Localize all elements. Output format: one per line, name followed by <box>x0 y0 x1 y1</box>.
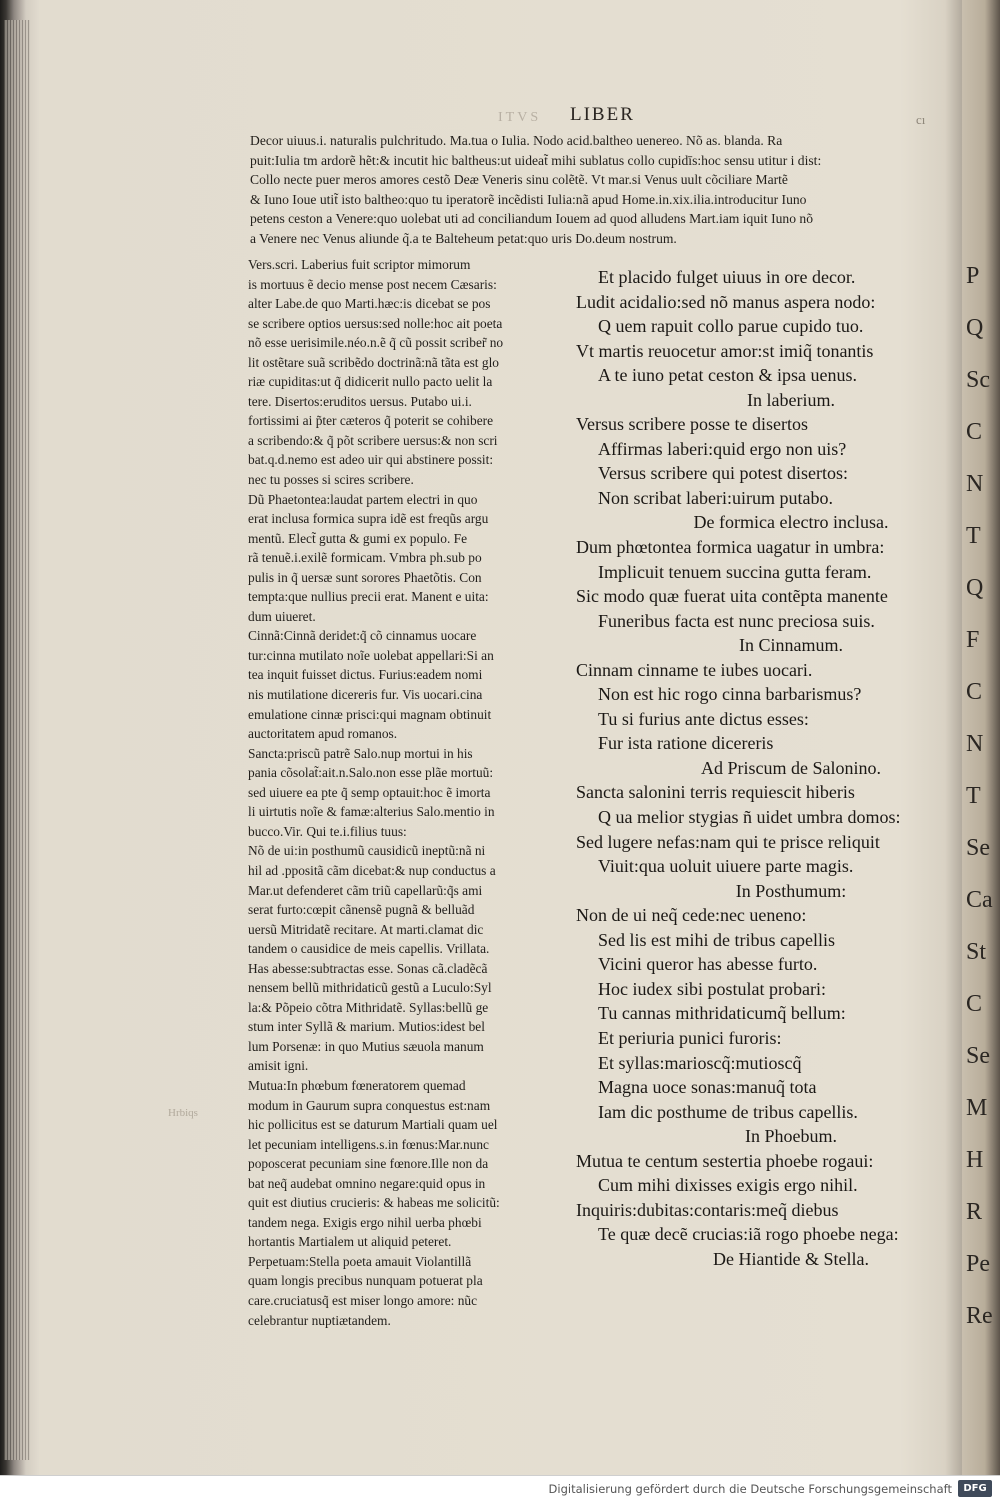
commentary-line: modum in Gaurum supra conquestus est:nam <box>248 1097 491 1113</box>
commentary-line: Collo necte puer meros amores cestõ Deæ Veneris sinu colẽtẽ. Vt mar.si Venus uult cõciliare Martẽ <box>250 172 788 187</box>
verse-line: Dum phœtontea formica uagatur in umbra: <box>576 537 885 558</box>
facing-page-fragment: N <box>966 731 984 757</box>
verse-line: Non est hic rogo cinna barbarismus? <box>598 684 862 705</box>
verse-line: Et syllas:marioscq̃:mutioscq̃ <box>598 1052 802 1073</box>
verse-line: Sic modo quæ fuerat uita contẽpta manente <box>576 586 888 607</box>
verse-line: Cum mihi dixisses exigis ergo nihil. <box>598 1175 858 1196</box>
verse-line: Hoc iudex sibi postulat probari: <box>598 978 826 999</box>
verse-line: Affirmas laberi:quid ergo non uis? <box>598 438 847 459</box>
commentary-line: tere. Disertos:eruditos uersus. Putabo ui.i. <box>248 393 472 409</box>
commentary-line: tur:cinna mutilato noĩe uolebat appellari:Si an <box>248 647 494 663</box>
verse-line: Fur ista ratione dicereris <box>598 733 774 754</box>
commentary-line: tandem o causidice de meis capellis. Vrillata. <box>248 941 490 957</box>
verse-line: Magna uoce sonas:manuq̃ tota <box>598 1077 817 1098</box>
verse-line: Mutua te centum sestertia phoebe rogaui: <box>576 1150 874 1171</box>
commentary-line: mentũ. Elect̃ gutta & gumi ex populo. Fe <box>248 530 468 546</box>
verse-line: Non de ui neq̃ cede:nec ueneno: <box>576 905 807 926</box>
facing-page-fragment: Re <box>966 1303 993 1329</box>
commentary-line: Mutua:In phœbum fœneratorem quemad <box>248 1077 466 1093</box>
verse-line: Implicuit tenuem succina gutta feram. <box>598 561 872 582</box>
facing-page-fragment: Ca <box>966 887 993 913</box>
commentary-line: amisit igni. <box>248 1058 309 1074</box>
verse-line: Q ua melior stygias ñ uidet umbra domos: <box>598 807 901 828</box>
facing-page-fragment: Sc <box>966 367 990 393</box>
verse-line: Inquiris:dubitas:contaris:meq̃ diebus <box>576 1199 839 1220</box>
commentary-line: pulis in q̃ uersæ sunt sorores Phaetõtis. Con <box>248 569 482 585</box>
commentary-line: a Venere nec Venus aliunde q̃.a te Balteheum petat:quo uris Do.deum nostrum. <box>250 230 677 246</box>
poem-heading: In Phoebum. <box>745 1126 837 1147</box>
top-commentary <box>250 131 962 248</box>
poem-heading: Ad Priscum de Salonino. <box>701 757 881 778</box>
commentary-line: Perpetuam:Stella poeta amauit Violantillã <box>248 1253 472 1269</box>
commentary-line: auctoritatem apud romanos. <box>248 726 398 742</box>
commentary-line: hortantis Martialem ut aliquid peteret. <box>248 1234 452 1250</box>
facing-page-fragment: C <box>966 991 983 1017</box>
commentary-line: care.cruciatusq̃ est miser longo amore: nũc <box>248 1292 478 1308</box>
verse-line: Funeribus facta est nunc preciosa suis. <box>598 610 875 631</box>
facing-page-fragment: T <box>966 783 981 809</box>
verse-line: Vicini queror has abesse furto. <box>598 954 818 975</box>
commentary-line: bat neq̃ audebat omnino negare:quid opus in <box>248 1175 486 1191</box>
commentary-line: petens ceston a Venere:quo uolebat uti ad conciliandum Iouem ad quod alludens Mart.iam iquit Iuno nõ <box>250 211 813 226</box>
commentary-line: & Iuno Ioue utit̃ isto baltheo:quo tu iperatorẽ incẽdisti Iulia:nã apud Home.in.xix.ilia.introducitur Iuno <box>250 191 807 207</box>
commentary-line: lit ostẽtare suã scribẽdo doctrinã:nã tãta est glo <box>248 354 499 370</box>
verse-line: Q uem rapuit collo parue cupido tuo. <box>598 316 864 337</box>
verse-line: Non scribat laberi:uirum putabo. <box>598 487 833 508</box>
facing-page-fragment: Q <box>966 315 984 341</box>
commentary-line: Nõ de ui:in posthumũ causidicũ ineptũ:nã ni <box>248 843 486 859</box>
commentary-line: Sancta:priscũ patrẽ Salo.nup mortui in his <box>248 745 473 761</box>
poem-heading: In Cinnamum. <box>739 635 843 656</box>
commentary-line: Dũ Phaetontea:laudat partem electri in quo <box>248 491 478 507</box>
poem-heading: In Posthumum: <box>735 880 847 901</box>
verse-line: Et periuria punici furoris: <box>598 1027 782 1048</box>
facing-page-fragment: St <box>966 939 987 965</box>
poem-heading: De Hiantide & Stella. <box>713 1248 869 1269</box>
verse-line: Iam dic posthume de tribus capellis. <box>598 1101 858 1122</box>
commentary-line: alter Labe.de quo Marti.hæc:is dicebat se pos <box>248 296 491 312</box>
commentary-line: puit:Iulia tm ardorẽ hẽt:& incutit hic baltheus:ut uideat̃ mihi sublatus collo cupidīs:hoc sensu utitur i dist: <box>250 152 822 168</box>
commentary-line: quam longis precibus nunquam potuerat pla <box>248 1273 483 1289</box>
facing-page-fragment: R <box>966 1199 983 1225</box>
verse-line: A te iuno petat ceston & ipsa uenus. <box>598 365 857 386</box>
verse-line: Vt martis reuocetur amor:st imiq̃ tonantis <box>576 340 874 361</box>
commentary-line: nõ esse uerisimile.néo.n.ẽ q̃ cũ possit scriber̃ no <box>248 335 504 351</box>
verse-line: Ludit acidalio:sed nõ manus aspera nodo: <box>576 291 876 312</box>
verse-line: Tu cannas mithridaticumq̃ bellum: <box>598 1003 846 1024</box>
page-edges <box>4 20 30 1460</box>
verse-line: Tu si furius ante dictus esses: <box>598 708 809 729</box>
facing-page-fragment: T <box>966 523 981 549</box>
commentary-line: li uirtutis noĩe & famæ:alterius Salo.mentio in <box>248 804 495 820</box>
commentary-line: pania cõsolat̃:ait.n.Salo.non esse plãe mortuũ: <box>248 765 494 781</box>
facing-page-fragment: N <box>966 471 984 497</box>
verse-column <box>576 265 966 1271</box>
commentary-line: serat furto:cœpit cãnensẽ pugnã & belluãd <box>248 902 475 918</box>
dfg-logo: DFG <box>958 1480 992 1497</box>
commentary-line: bat.q.d.nemo est adeo uir qui abstinere possit: <box>248 452 494 468</box>
commentary-line: tandem nega. Exigis ergo nihil uerba phœbi <box>248 1214 482 1230</box>
commentary-line: Has abesse:subtractas esse. Sonas cã.cladẽcã <box>248 960 488 976</box>
facing-page-fragment: F <box>966 627 980 653</box>
commentary-line: stum inter Syllã & marium. Mutios:idest bel <box>248 1019 485 1035</box>
commentary-line: poposcerat pecuniam sine fœnore.Ille non da <box>248 1156 489 1172</box>
facing-page-fragment: H <box>966 1147 984 1173</box>
commentary-line: hil ad .ppositã cãm dicebat:& nup conductus a <box>248 862 496 878</box>
facing-page-fragment: C <box>966 679 983 705</box>
facing-page-fragment: Q <box>966 575 984 601</box>
verse-line: Sed lugere nefas:nam qui te prisce reliquit <box>576 831 880 852</box>
commentary-line: nensem bellũ mithridaticũ gestũ a Luculo:Syl <box>248 980 492 996</box>
commentary-line: nis mutilatione dicereris fur. Vis uocari.cina <box>248 687 483 703</box>
commentary-line: riæ cupiditas:ut q̃ didicerit nullo pacto uelit la <box>248 374 493 390</box>
commentary-line: is mortuus ẽ decio mense post necem Cæsaris: <box>248 276 497 292</box>
left-commentary <box>248 255 566 1330</box>
poem-heading: In laberium. <box>747 389 835 410</box>
verse-line: Et placido fulget uiuus in ore decor. <box>598 267 856 287</box>
bleed-through-header: ITVS <box>498 110 542 125</box>
verse-line: Cinnam cinname te iubes uocari. <box>576 659 813 680</box>
footer-bar <box>0 1475 1000 1503</box>
commentary-line: la:& Põpeio cõtra Mithridatẽ. Syllas:bellũ ge <box>248 999 489 1015</box>
verse-line: Viuit:qua uoluit uiuere parte magis. <box>598 856 854 877</box>
poem-heading: De formica electro inclusa. <box>693 512 889 533</box>
verse-line: Sed lis est mihi de tribus capellis <box>598 929 835 950</box>
commentary-line: hic pollicitus est se daturum Martiali quam uel <box>248 1117 498 1133</box>
commentary-line: a scribendo:& q̃ põt scribere uersus:& non scri <box>248 432 498 448</box>
commentary-line: uersũ Mitridatẽ recitare. At marti.clamat dic <box>248 921 484 937</box>
facing-page-fragment: Pe <box>966 1251 990 1277</box>
facing-page-fragment: P <box>966 263 980 289</box>
funding-notice: Digitalisierung gefördert durch die Deutsche Forschungsgemeinschaft <box>548 1482 952 1496</box>
running-head: LIBER <box>570 104 635 125</box>
facing-page-fragment: Se <box>966 835 990 861</box>
commentary-line: bucco.Vir. Qui te.i.filius tuus: <box>248 823 407 839</box>
bleed-through-marginal: Hrbiqs <box>168 1107 198 1119</box>
verse-line: Te quæ decẽ crucias:iã rogo phoebe nega: <box>598 1224 899 1245</box>
commentary-line: dum uiueret. <box>248 608 316 624</box>
facing-page-fragment: C <box>966 419 983 445</box>
commentary-line: fortissimi ai p̃ter cæteros q̃ poterit se cohibere <box>248 413 494 429</box>
commentary-line: Cinnã:Cinnã deridet:q̃ cõ cinnamus uocare <box>248 628 477 644</box>
facing-page-fragment: M <box>966 1095 988 1121</box>
commentary-line: emulatione cinnæ prisci:qui magnam obtinuit <box>248 706 492 722</box>
commentary-line: let pecuniam intelligens.s.in fœnus:Mar.nunc <box>248 1136 489 1152</box>
commentary-line: lum Porsenæ: in quo Mutius sæuola manum <box>248 1038 484 1054</box>
commentary-line: Vers.scri. Laberius fuit scriptor mimorum <box>248 257 471 272</box>
verse-line: Versus scribere qui potest disertos: <box>598 463 848 484</box>
commentary-line: tea inquit fuisset dictus. Furius:eadem nomi <box>248 667 483 683</box>
facing-page-text <box>966 250 1000 1450</box>
commentary-line: sed uiuere ea pte q̃ semp optauit:hoc ẽ imorta <box>248 784 491 800</box>
commentary-line: Mar.ut defenderet cãm triũ capellarũ:q̃s ami <box>248 882 483 898</box>
verse-line: Versus scribere posse te disertos <box>576 414 808 435</box>
commentary-line: erat inclusa formica supra idẽ est freqũs argu <box>248 511 489 527</box>
corner-mark: cı <box>916 112 926 127</box>
verse-line: Sancta salonini terris requiescit hiberis <box>576 782 855 803</box>
commentary-line: Decor uiuus.i. naturalis pulchritudo. Ma.tua o Iulia. Nodo acid.baltheo uenereo. Nõ as. blanda. Ra <box>250 133 783 148</box>
commentary-line: se scribere optios uersus:sed nolle:hoc ait poeta <box>248 315 503 331</box>
facing-page-fragment: Se <box>966 1043 990 1069</box>
commentary-line: tempta:que nullius precii erat. Manent e uita: <box>248 589 489 605</box>
commentary-line: rã tenuẽ.i.exilẽ formicam. Vmbra ph.sub po <box>248 550 482 566</box>
commentary-line: nec tu posses si scires scribere. <box>248 472 414 488</box>
commentary-line: celebrantur nuptiætandem. <box>248 1312 391 1328</box>
commentary-line: quit est diutius crucieris: & habeas me solicitũ: <box>248 1195 500 1211</box>
